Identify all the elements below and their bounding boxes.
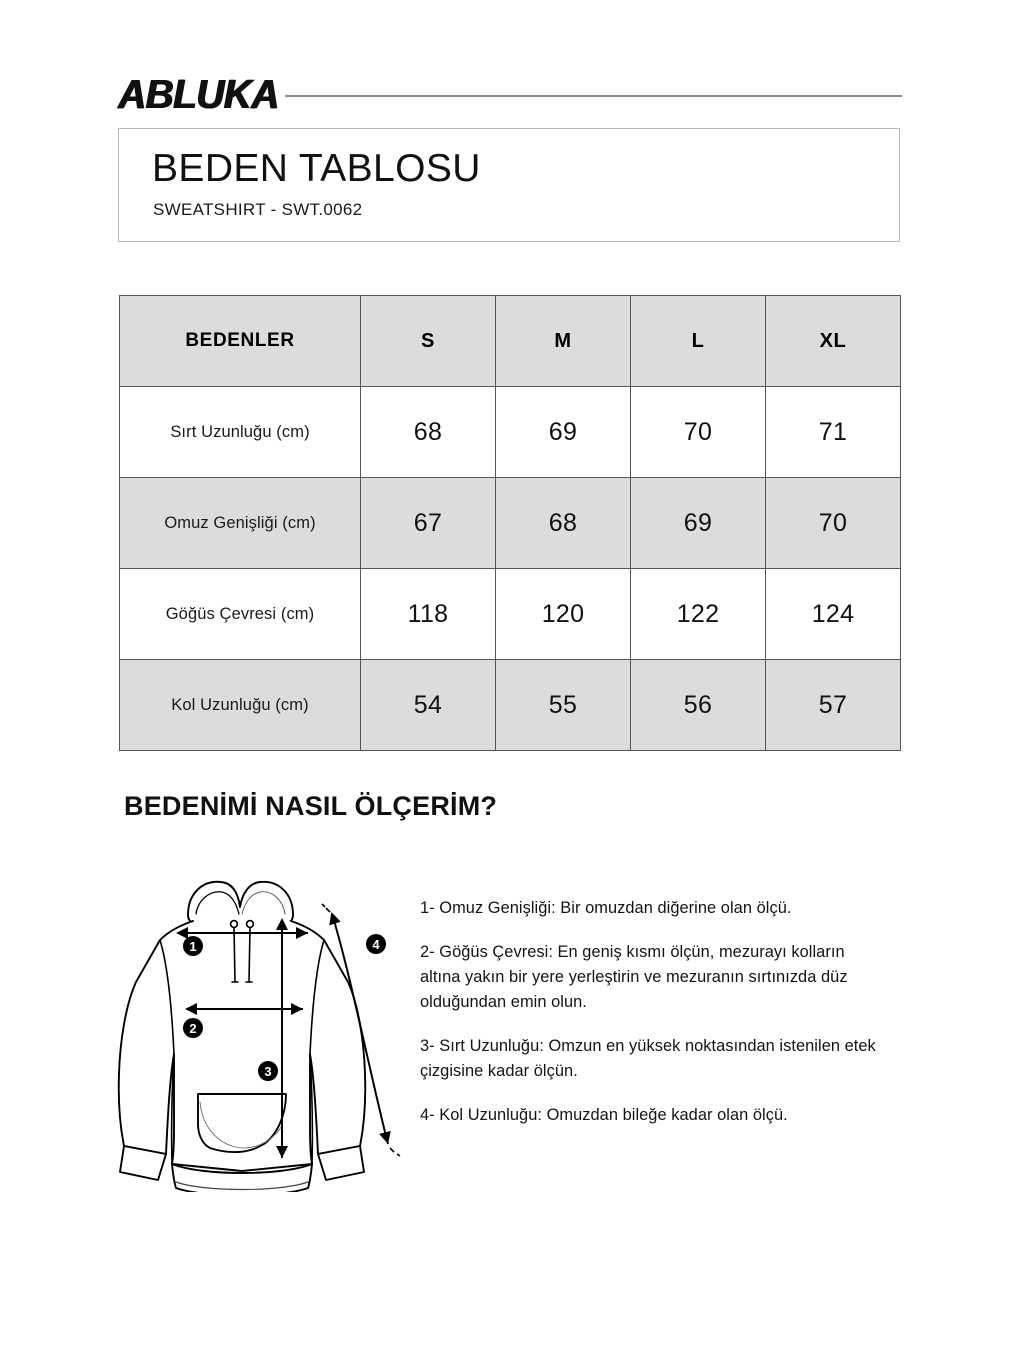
header-cell-m: M (496, 296, 631, 387)
marker-4-label: 4 (372, 937, 380, 952)
table-header-row (120, 296, 901, 387)
header-cell-s: S (361, 296, 496, 387)
cell-xl: 57 (766, 660, 901, 751)
cell-s: 68 (361, 387, 496, 478)
header-cell-label: BEDENLER (120, 296, 361, 387)
cell-l: 56 (631, 660, 766, 751)
cell-l: 69 (631, 478, 766, 569)
row-label: Omuz Genişliği (cm) (120, 478, 361, 569)
cell-m: 55 (496, 660, 631, 751)
brand-header (118, 72, 902, 118)
measure-instructions (420, 896, 882, 1128)
cell-m: 68 (496, 478, 631, 569)
row-label: Kol Uzunluğu (cm) (120, 660, 361, 751)
cell-m: 69 (496, 387, 631, 478)
row-label: Sırt Uzunluğu (cm) (120, 387, 361, 478)
marker-1 (183, 936, 203, 956)
table-row (120, 478, 901, 569)
sleeve-arrow-dash-bottom (390, 1148, 400, 1156)
cell-l: 122 (631, 569, 766, 660)
eyelet-right (247, 921, 254, 928)
size-table (119, 295, 901, 751)
drawstring-right (249, 928, 250, 982)
eyelet-left (231, 921, 238, 928)
header-cell-xl: XL (766, 296, 901, 387)
marker-2-label: 2 (189, 1021, 197, 1036)
cell-xl: 124 (766, 569, 901, 660)
marker-2 (183, 1018, 203, 1038)
cell-s: 67 (361, 478, 496, 569)
marker-4 (366, 934, 386, 954)
header-divider-rule (285, 95, 902, 97)
cell-s: 54 (361, 660, 496, 751)
cell-xl: 71 (766, 387, 901, 478)
marker-1-label: 1 (189, 939, 197, 954)
cell-m: 120 (496, 569, 631, 660)
instruction-item-2: 2- Göğüs Çevresi: En geniş kısmı ölçün, mezurayı kolların altına yakın bir yere yerleştirin ve mezuranın sırtınızda düz olduğundan emin olun. (420, 942, 848, 1011)
row-label: Göğüs Çevresi (cm) (120, 569, 361, 660)
table-row (120, 387, 901, 478)
hoodie-illustration (92, 862, 412, 1192)
instruction-item-3: 3- Sırt Uzunluğu: Omzun en yüksek noktasından istenilen etek çizgisine kadar ölçün. (420, 1036, 876, 1080)
abluka-logo: ABLUKA (118, 72, 279, 118)
how-to-measure-heading: BEDENİMİ NASIL ÖLÇERİM? (124, 791, 498, 821)
hood-outline (188, 882, 293, 924)
cell-xl: 70 (766, 478, 901, 569)
sleeve-arrow-dash-top (322, 904, 330, 912)
title-box (118, 128, 900, 242)
header-cell-l: L (631, 296, 766, 387)
marker-3-label: 3 (264, 1064, 272, 1079)
drawstring-left (234, 928, 235, 982)
instruction-item-1: 1- Omuz Genişliği: Bir omuzdan diğerine olan ölçü. (420, 899, 792, 917)
table-row (120, 660, 901, 751)
cell-l: 70 (631, 387, 766, 478)
marker-3 (258, 1061, 278, 1081)
page-title: BEDEN TABLOSU (152, 147, 481, 190)
cell-s: 118 (361, 569, 496, 660)
table-row (120, 569, 901, 660)
page-subtitle: SWEATSHIRT - SWT.0062 (153, 200, 363, 219)
instruction-item-4: 4- Kol Uzunluğu: Omuzdan bileğe kadar olan ölçü. (420, 1105, 788, 1124)
